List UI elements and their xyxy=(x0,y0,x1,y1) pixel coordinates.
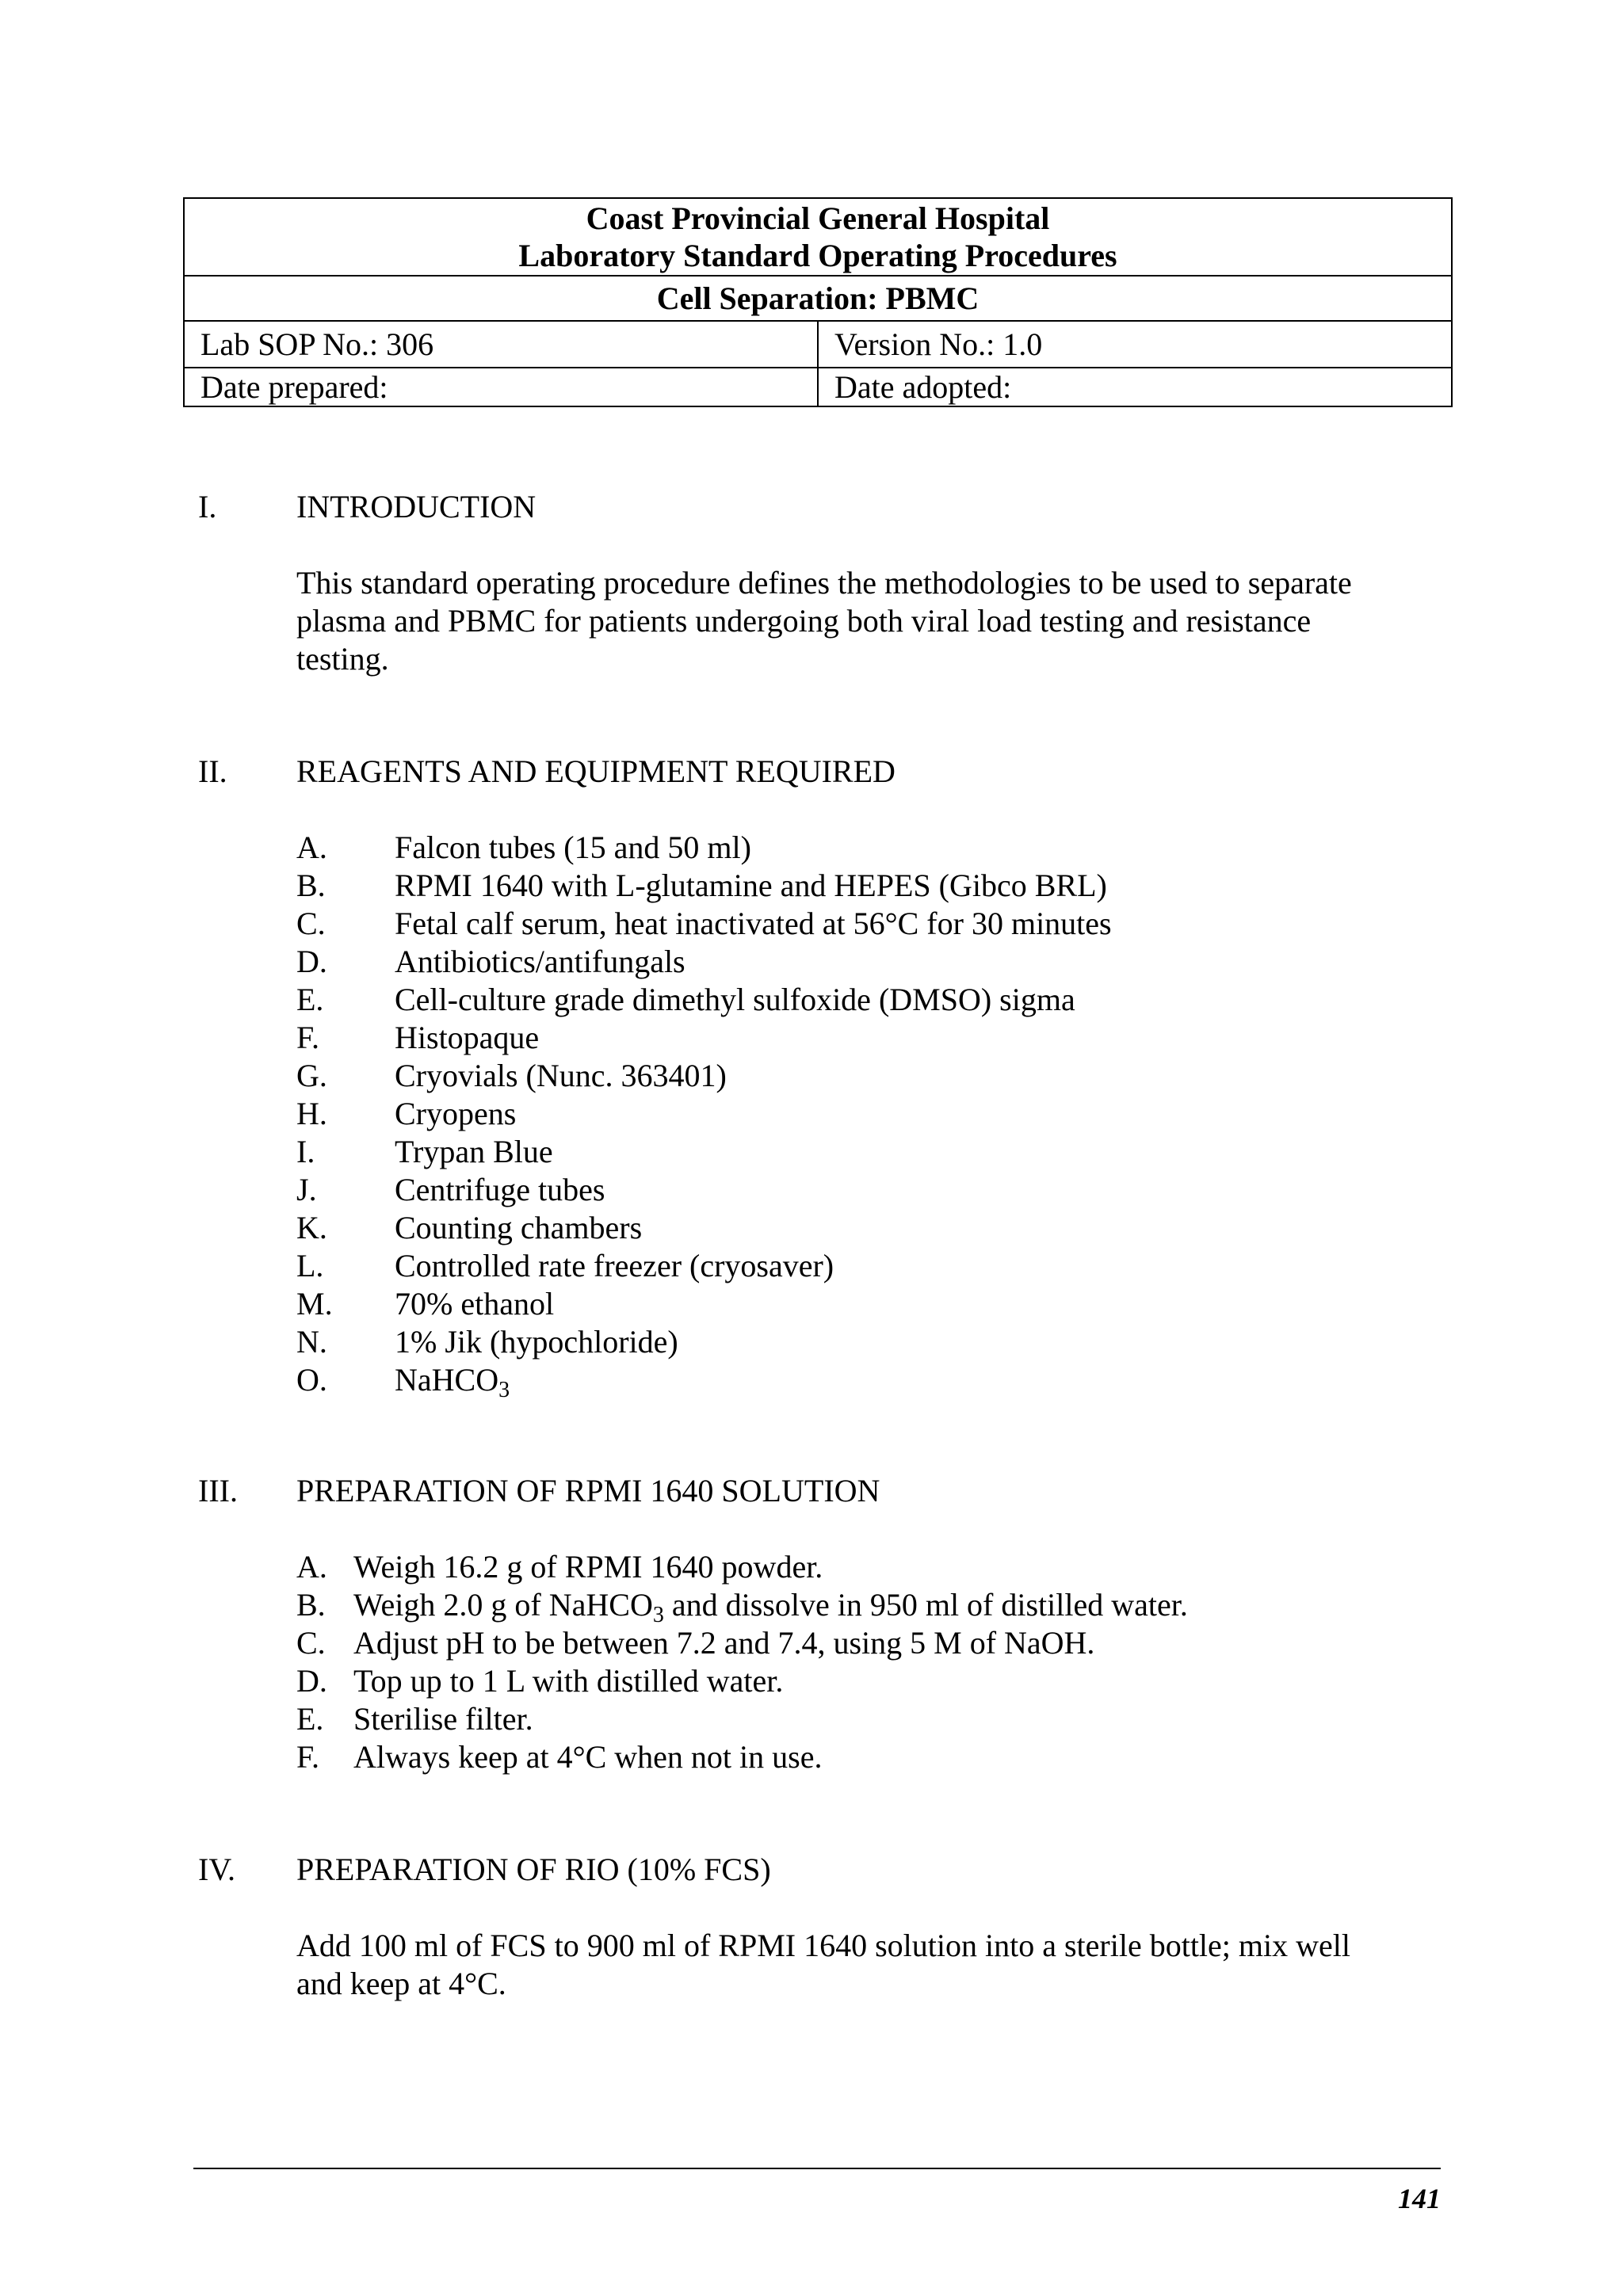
section-heading: PREPARATION OF RIO (10% FCS) xyxy=(296,1852,771,1887)
section-heading: PREPARATION OF RPMI 1640 SOLUTION xyxy=(296,1473,880,1508)
paragraph-line: plasma and PBMC for patients undergoing both viral load testing and resistance xyxy=(296,603,1312,639)
item-letter: F. xyxy=(296,1739,320,1775)
item-text: Cell-culture grade dimethyl sulfoxide (DMSO) sigma xyxy=(395,982,1075,1017)
item-letter: K. xyxy=(296,1210,327,1245)
item-letter: L. xyxy=(296,1248,324,1283)
item-text xyxy=(353,1586,1188,1628)
item-text: Weigh 16.2 g of RPMI 1640 powder. xyxy=(353,1549,823,1585)
introduction-paragraph xyxy=(296,564,1438,678)
item-letter: G. xyxy=(296,1058,327,1093)
item-text: Histopaque xyxy=(395,1020,540,1055)
item-text: Cryopens xyxy=(395,1096,517,1131)
item-letter: J. xyxy=(296,1172,317,1207)
section-heading: INTRODUCTION xyxy=(296,489,537,524)
item-letter: M. xyxy=(296,1286,333,1322)
item-text: Fetal calf serum, heat inactivated at 56°C for 30 minutes xyxy=(395,906,1112,941)
item-letter: D. xyxy=(296,944,327,979)
page-number: 141 xyxy=(1398,2183,1441,2214)
item-letter: F. xyxy=(296,1020,320,1055)
formula-subscript: 3 xyxy=(498,1378,510,1402)
paragraph-line: This standard operating procedure defines the methodologies to be used to separate xyxy=(296,565,1352,601)
item-text: Sterilise filter. xyxy=(353,1701,533,1737)
item-letter: D. xyxy=(296,1663,327,1699)
item-text: Top up to 1 L with distilled water. xyxy=(353,1663,784,1699)
date-prepared: Date prepared: xyxy=(184,368,818,406)
sop-number: Lab SOP No.: 306 xyxy=(184,321,818,368)
item-letter: A. xyxy=(296,830,327,865)
item-letter: H. xyxy=(296,1096,327,1131)
item-letter: C. xyxy=(296,1625,326,1661)
item-letter: E. xyxy=(296,1701,324,1737)
section-numeral: II. xyxy=(198,753,227,789)
item-text: Antibiotics/antifungals xyxy=(395,944,685,979)
document-series-title: Laboratory Standard Operating Procedures xyxy=(518,238,1117,273)
version-number: Version No.: 1.0 xyxy=(818,321,1452,368)
section-numeral: IV. xyxy=(198,1852,236,1887)
footer-divider xyxy=(193,2168,1441,2169)
paragraph-line: Add 100 ml of FCS to 900 ml of RPMI 1640 solution into a sterile bottle; mix well xyxy=(296,1928,1350,1963)
item-letter: O. xyxy=(296,1362,327,1398)
section-numeral: III. xyxy=(198,1473,238,1508)
item-letter: C. xyxy=(296,906,326,941)
item-text: Adjust pH to be between 7.2 and 7.4, using 5 M of NaOH. xyxy=(353,1625,1095,1661)
item-text: 1% Jik (hypochloride) xyxy=(395,1324,678,1360)
organization-name: Coast Provincial General Hospital xyxy=(586,200,1050,236)
chemical-formula: NaHCO xyxy=(395,1362,499,1398)
item-text-part: Weigh 2.0 g of NaHCO xyxy=(353,1587,653,1623)
sop-header-table xyxy=(183,197,1453,407)
item-text: Always keep at 4°C when not in use. xyxy=(353,1739,823,1775)
item-text: Controlled rate freezer (cryosaver) xyxy=(395,1248,834,1283)
rio-paragraph xyxy=(296,1927,1438,2003)
item-text: Centrifuge tubes xyxy=(395,1172,605,1207)
item-letter: I. xyxy=(296,1134,315,1169)
item-text: RPMI 1640 with L-glutamine and HEPES (Gibco BRL) xyxy=(395,868,1107,903)
date-adopted: Date adopted: xyxy=(818,368,1452,406)
item-text: 70% ethanol xyxy=(395,1286,555,1322)
paragraph-line: and keep at 4°C. xyxy=(296,1966,506,2001)
item-letter: N. xyxy=(296,1324,327,1360)
item-text: Trypan Blue xyxy=(395,1134,553,1169)
section-numeral: I. xyxy=(198,489,217,524)
item-text: Falcon tubes (15 and 50 ml) xyxy=(395,830,751,865)
formula-subscript: 3 xyxy=(652,1603,664,1627)
item-text-part: and dissolve in 950 ml of distilled water. xyxy=(663,1587,1188,1623)
header-organization-cell xyxy=(184,198,1452,276)
item-letter: E. xyxy=(296,982,324,1017)
procedure-title: Cell Separation: PBMC xyxy=(184,276,1452,321)
item-letter: A. xyxy=(296,1549,327,1585)
item-text: Cryovials (Nunc. 363401) xyxy=(395,1058,727,1093)
item-text: Counting chambers xyxy=(395,1210,643,1245)
item-letter: B. xyxy=(296,1587,326,1623)
item-text xyxy=(395,1361,510,1403)
section-heading: REAGENTS AND EQUIPMENT REQUIRED xyxy=(296,753,896,789)
paragraph-line: testing. xyxy=(296,641,389,677)
item-letter: B. xyxy=(296,868,326,903)
